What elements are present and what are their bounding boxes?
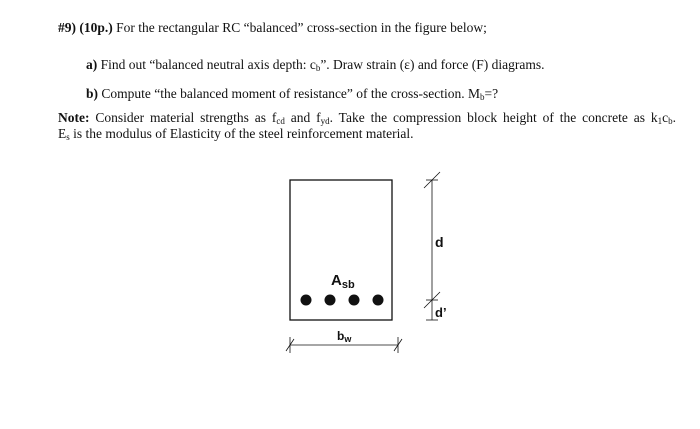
d-prime-label: d’ <box>435 305 447 320</box>
note-sub-s: s <box>66 132 70 142</box>
note-text-b: and f <box>284 110 321 125</box>
rebar-group <box>301 295 384 306</box>
part-a-text-2: ”. Draw strain (ε) and force (F) diagrams. <box>320 57 545 72</box>
problem-number: #9) <box>58 20 76 35</box>
bw-label: bw <box>337 329 352 344</box>
note-sub-fcd: cd <box>276 116 285 126</box>
rebar-bar <box>349 295 360 306</box>
note-sub-cb: b <box>668 116 673 126</box>
note-text-es: is the modulus of Elasticity of the steel reinforcement material. <box>69 126 414 141</box>
rebar-bar <box>325 295 336 306</box>
part-b-sub: b <box>480 92 485 102</box>
part-a-label: a) <box>86 57 98 72</box>
note-text-c: . Take the compression block height of the concrete as k <box>329 110 658 125</box>
part-a-sub: b <box>315 63 321 73</box>
part-b-label: b) <box>86 86 99 101</box>
area-label: $A_{sb}$ <box>331 272 355 291</box>
problem-statement: For the rectangular RC “balanced” cross-section in the figure below; <box>116 20 487 35</box>
part-b-text-2: =? <box>484 86 499 101</box>
rebar-bar <box>301 295 312 306</box>
note-es: E <box>58 126 67 141</box>
rebar-bar <box>373 295 384 306</box>
problem-points: (10p.) <box>79 20 113 35</box>
note-sub-k1: 1 <box>657 116 663 126</box>
part-a-text-1: Find out “balanced neutral axis depth: c <box>100 57 316 72</box>
d-label: d <box>435 234 444 250</box>
part-b-text-1: Compute “the balanced moment of resistance” of the cross-section. M <box>101 86 481 101</box>
note-text-a: Consider material strengths as f <box>89 110 277 125</box>
note-sub-fyd: yd <box>320 116 330 126</box>
note-label: Note: <box>58 110 90 125</box>
note-text-d: c <box>662 110 669 125</box>
note-text-e: . <box>672 110 676 125</box>
